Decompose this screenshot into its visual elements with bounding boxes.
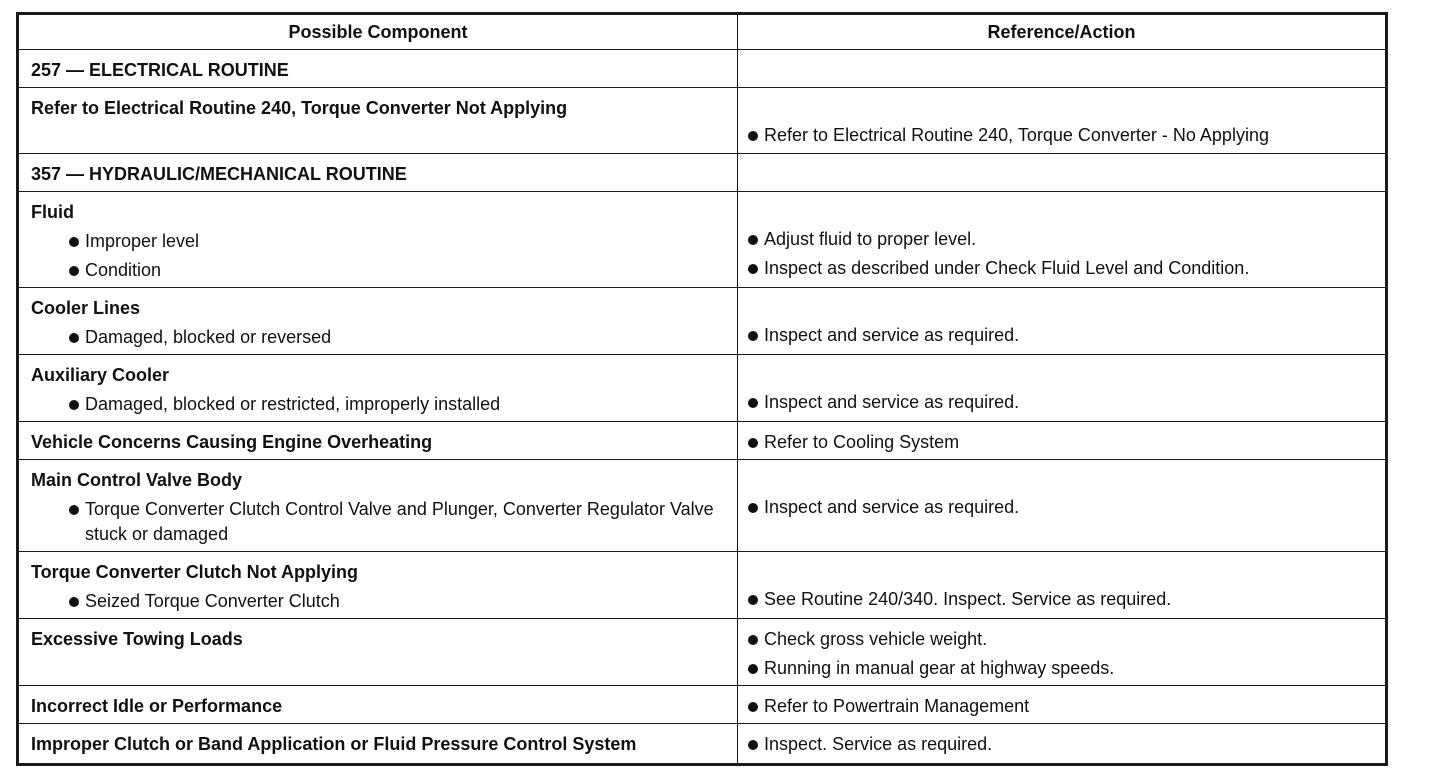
bullet-icon bbox=[748, 131, 758, 141]
component-cell bbox=[19, 88, 738, 154]
table-row bbox=[19, 422, 1386, 460]
action-cell bbox=[738, 686, 1386, 724]
table-row-section-357 bbox=[19, 154, 1386, 192]
component-title: Main Control Valve Body bbox=[31, 470, 243, 490]
action-cell bbox=[738, 355, 1386, 422]
component-title: Improper Clutch or Band Application or Fluid Pressure Control System bbox=[31, 734, 637, 754]
bullet-icon bbox=[748, 331, 758, 341]
component-item: Improper level bbox=[31, 229, 725, 254]
bullet-icon bbox=[748, 235, 758, 245]
header-possible-component: Possible Component bbox=[19, 15, 738, 50]
component-cell bbox=[19, 724, 738, 764]
action-cell bbox=[738, 192, 1386, 288]
component-title: Cooler Lines bbox=[31, 298, 141, 318]
bullet-icon bbox=[748, 264, 758, 274]
action-item: Check gross vehicle weight. bbox=[748, 627, 1375, 652]
table-row bbox=[19, 686, 1386, 724]
component-cell bbox=[19, 154, 738, 192]
component-cell bbox=[19, 552, 738, 619]
action-cell bbox=[738, 422, 1386, 460]
component-title: Torque Converter Clutch Not Applying bbox=[31, 562, 358, 582]
action-cell bbox=[738, 88, 1386, 154]
component-item: Seized Torque Converter Clutch bbox=[31, 589, 725, 614]
bullet-icon bbox=[748, 635, 758, 645]
action-item: Inspect and service as required. bbox=[748, 390, 1375, 415]
action-cell bbox=[738, 154, 1386, 192]
table-row bbox=[19, 460, 1386, 552]
component-cell bbox=[19, 422, 738, 460]
action-item: Refer to Powertrain Management bbox=[748, 694, 1375, 719]
action-item: Inspect and service as required. bbox=[748, 323, 1375, 348]
component-item: Damaged, blocked or restricted, improperly installed bbox=[31, 392, 725, 417]
action-item: Inspect and service as required. bbox=[748, 495, 1375, 520]
component-item: Damaged, blocked or reversed bbox=[31, 325, 725, 350]
component-title: Auxiliary Cooler bbox=[31, 365, 170, 385]
component-title: Vehicle Concerns Causing Engine Overheating bbox=[31, 432, 433, 452]
action-cell bbox=[738, 619, 1386, 686]
action-cell bbox=[738, 552, 1386, 619]
bullet-icon bbox=[748, 595, 758, 605]
component-cell bbox=[19, 686, 738, 724]
table-row bbox=[19, 552, 1386, 619]
bullet-icon bbox=[748, 664, 758, 674]
table-row bbox=[19, 355, 1386, 422]
bullet-icon bbox=[748, 438, 758, 448]
component-item: Condition bbox=[31, 258, 725, 283]
component-cell bbox=[19, 460, 738, 552]
component-item: Torque Converter Clutch Control Valve and Plunger, Converter Regulator Valve stuck or damaged bbox=[31, 497, 725, 547]
bullet-icon bbox=[748, 398, 758, 408]
bullet-icon bbox=[69, 266, 79, 276]
action-item: Inspect. Service as required. bbox=[748, 732, 1375, 757]
header-reference-action: Reference/Action bbox=[738, 15, 1386, 50]
bullet-icon bbox=[748, 740, 758, 750]
table-row-section-257 bbox=[19, 50, 1386, 88]
component-cell bbox=[19, 355, 738, 422]
component-title: Incorrect Idle or Performance bbox=[31, 696, 283, 716]
diagnosis-table bbox=[18, 14, 1386, 764]
bullet-icon bbox=[748, 702, 758, 712]
section-title: 357 — HYDRAULIC/MECHANICAL ROUTINE bbox=[31, 164, 407, 184]
component-title: Refer to Electrical Routine 240, Torque Converter Not Applying bbox=[31, 98, 568, 118]
component-cell bbox=[19, 619, 738, 686]
bullet-icon bbox=[69, 333, 79, 343]
table-row bbox=[19, 288, 1386, 355]
action-item: See Routine 240/340. Inspect. Service as required. bbox=[748, 587, 1375, 612]
table-row bbox=[19, 88, 1386, 154]
table-row bbox=[19, 724, 1386, 764]
diagnosis-table-sheet bbox=[16, 12, 1388, 766]
action-item: Refer to Electrical Routine 240, Torque Converter - No Applying bbox=[748, 123, 1375, 148]
action-cell bbox=[738, 50, 1386, 88]
action-item: Running in manual gear at highway speeds. bbox=[748, 656, 1375, 681]
bullet-icon bbox=[69, 505, 79, 515]
action-cell bbox=[738, 724, 1386, 764]
action-item: Refer to Cooling System bbox=[748, 430, 1375, 455]
action-item: Inspect as described under Check Fluid Level and Condition. bbox=[748, 256, 1375, 281]
bullet-icon bbox=[69, 237, 79, 247]
component-cell bbox=[19, 50, 738, 88]
table-row bbox=[19, 619, 1386, 686]
component-title: Excessive Towing Loads bbox=[31, 629, 243, 649]
bullet-icon bbox=[748, 503, 758, 513]
component-cell bbox=[19, 192, 738, 288]
component-title: Fluid bbox=[31, 202, 74, 222]
component-cell bbox=[19, 288, 738, 355]
action-item: Adjust fluid to proper level. bbox=[748, 227, 1375, 252]
action-cell bbox=[738, 460, 1386, 552]
bullet-icon bbox=[69, 597, 79, 607]
action-cell bbox=[738, 288, 1386, 355]
bullet-icon bbox=[69, 400, 79, 410]
section-title: 257 — ELECTRICAL ROUTINE bbox=[31, 60, 289, 80]
table-header-row bbox=[19, 15, 1386, 50]
table-row bbox=[19, 192, 1386, 288]
